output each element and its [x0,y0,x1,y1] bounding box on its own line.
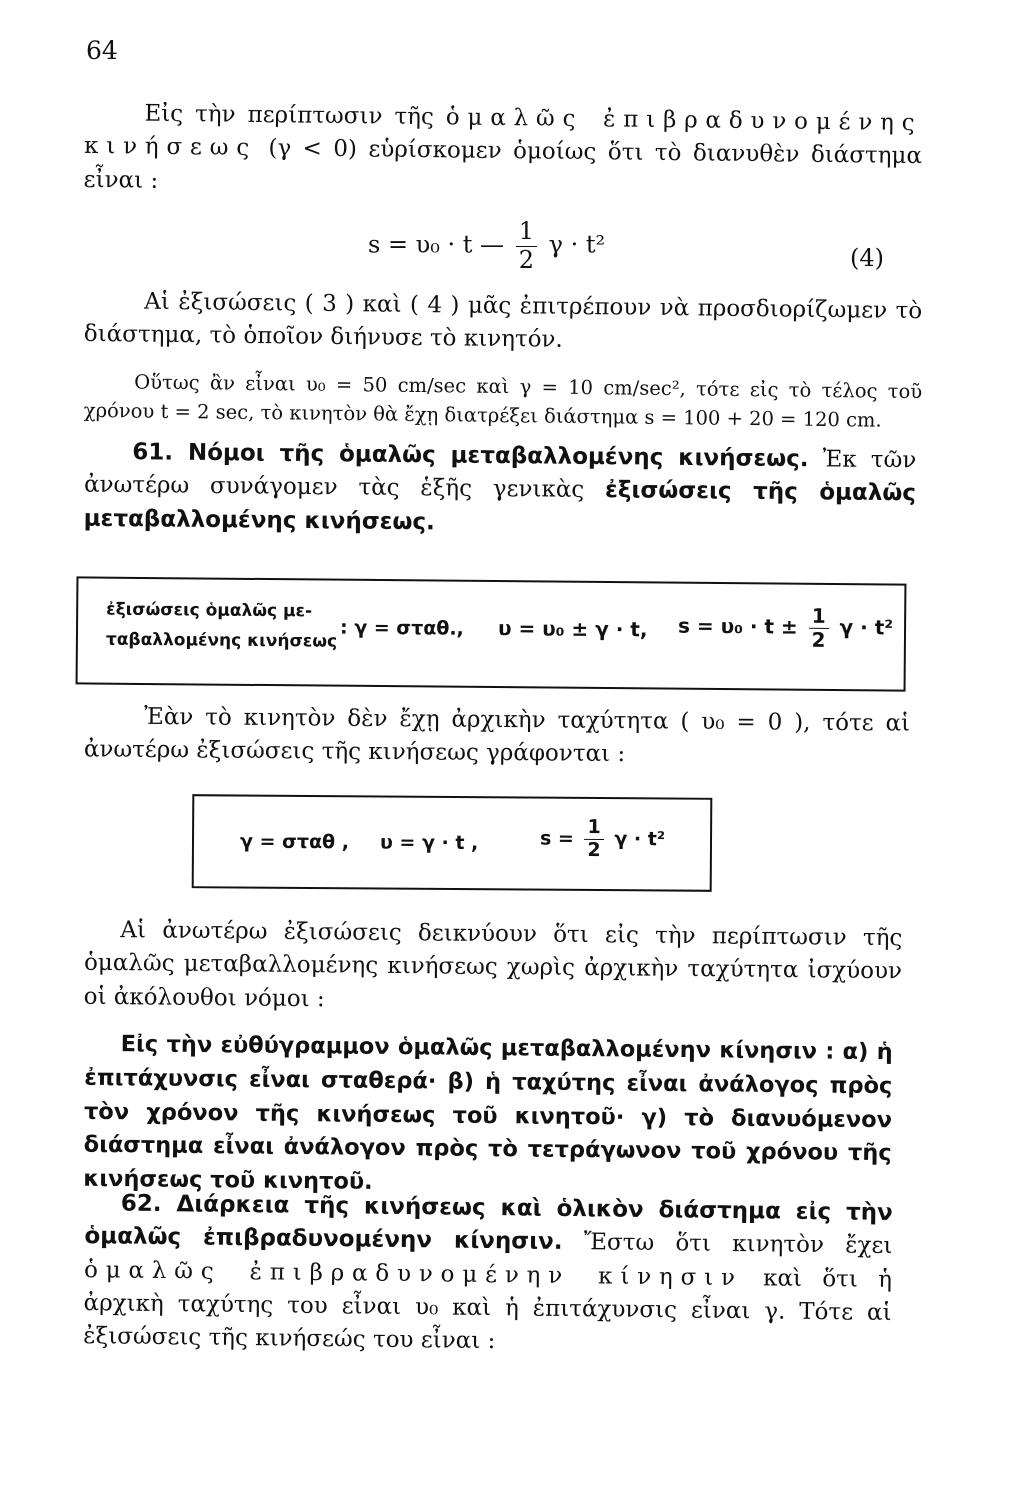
eq4-rhs: γ · t² [548,230,606,259]
box2-denominator: 2 [587,838,601,861]
section-62-text-a: Ἔστω ὅτι κινητὸν ἔχει [562,1229,893,1260]
equations-box-general [76,576,907,691]
box1-denominator: 2 [811,627,826,652]
paragraph-uniform-deceleration [83,97,922,207]
paragraph-laws-intro: Αἱ ἀνωτέρω ἐξισώσεις δεικνύουν ὅτι εἰς τὴν περίπτωσιν τῆς ὁμαλῶς μεταβαλλομένης κινήσεως χωρὶς ἀρχικὴν ταχύτητα ἰσχύουν οἱ ἀκόλουθοι νόμοι : [83,917,903,1012]
box2-fraction [584,817,604,862]
section-62-spaced-term: ὁμαλῶς ἐπιβραδυνομένην κίνησιν [83,1256,743,1291]
box2-eq-velocity: υ = γ · t , [379,831,479,855]
box2-eq-distance [540,817,665,863]
box2-eq-distance-rhs: γ · t² [614,827,666,851]
page-number: 64 [86,36,118,65]
box1-eq-gamma: : γ = σταθ., [339,616,464,640]
box1-eq-distance-lhs: s = υ₀ · t ± [677,613,798,639]
equation-4-label: (4) [850,244,884,272]
section-62 [83,1187,893,1364]
para1-spaced-term: ὁμαλῶς ἐπιβραδυνομένης κινήσεως [83,104,923,162]
eq4-lhs: s = υ₀ · t — [368,230,505,259]
eq4-denominator: 2 [518,245,534,274]
example-paragraph: Οὕτως ἂν εἶναι υ₀ = 50 cm/sec καὶ γ = 10 cm/sec², τότε εἰς τὸ τέλος τοῦ χρόνου t = 2 sec, τὸ κινητὸν θὰ ἔχῃ διατρέξει διάστημα s = 100 + 20 = 120 cm. [83,370,923,432]
paragraph-zero-initial-velocity: Ἐὰν τὸ κινητὸν δὲν ἔχῃ ἀρχικὴν ταχύτητα ( υ₀ = 0 ), τότε αἱ ἀνωτέρω ἐξισώσεις τῆς κινήσεως γράφονται : [83,703,911,768]
paragraph-equations-usage: Αἱ ἐξισώσεις ( 3 ) καὶ ( 4 ) μᾶς ἐπιτρέπουν νὰ προσδιορίζωμεν τὸ διάστημα, τὸ ὁποῖον διήνυσε τὸ κινητόν. [83,288,923,354]
box2-eq-distance-lhs: s = [539,827,574,850]
section-61-heading: 61. Νόμοι τῆς ὁμαλῶς μεταβαλλομένης κινήσεως. [132,439,809,473]
box1-eq-distance [678,604,893,653]
section-61-bold-term: ἐξισώσεις τῆς ὁμαλῶς μεταβαλλομένης κινήσεως. [83,477,917,536]
equations-box-zero-velocity [192,794,713,892]
section-62-text-c: καὶ ὅτι ἡ ἀρχικὴ ταχύτης του εἶναι υ₀ καὶ ἡ ἐπιτάχυνσις εἶναι γ. Τότε αἱ ἐξισώσεις τῆς κινήσεώς του εἶναι : [83,1264,893,1355]
section-61 [83,436,916,545]
eq4-numerator: 1 [516,218,537,247]
para1-text-a: Εἰς τὴν περίπτωσιν τῆς [144,100,447,131]
box2-numerator: 1 [584,817,603,840]
box1-fraction [808,605,828,652]
equation-4 [368,218,605,274]
laws-statement: Εἰς τὴν εὐθύγραμμον ὁμαλῶς μεταβαλλομένην κίνησιν : α) ἡ ἐπιτάχυνσις εἶναι σταθερά· β) ἡ ταχύτης εἶναι ἀνάλογος πρὸς τὸν χρόνον τῆς κινήσεως τοῦ κινητοῦ· γ) τὸ διανυόμενον διάστημα εἶναι ἀνάλογον πρὸς τὸ τετράγωνον τοῦ χρόνου τῆς κινήσεως τοῦ κινητοῦ. [83,1031,893,1195]
para1-text-b: (γ < 0) εὑρίσκομεν ὁμοίως ὅτι τὸ διανυθὲν διάστημα εἶναι : [83,135,923,194]
box1-eq-distance-rhs: γ · t² [839,615,894,640]
section-62-heading: 62. Διάρκεια τῆς κινήσεως καὶ ὁλικὸν διάστημα εἰς τὴν ὁμαλῶς ἐπιβραδυνομένην κίνησιν. [84,1190,893,1256]
box1-eq-velocity: υ = υ₀ ± γ · t, [497,616,648,642]
box1-label-line2: ταβαλλομένης κινήσεως [105,629,338,652]
eq4-fraction [516,218,537,274]
box1-numerator: 1 [809,605,829,629]
section-61-text: Ἐκ τῶν ἀνωτέρω συνάγομεν τὰς ἑξῆς γενικὰς [83,446,917,504]
box2-eq-gamma: γ = σταθ , [239,830,350,854]
box1-label [106,595,338,657]
box1-label-line1: ἐξισώσεις ὁμαλῶς με- [106,599,313,622]
